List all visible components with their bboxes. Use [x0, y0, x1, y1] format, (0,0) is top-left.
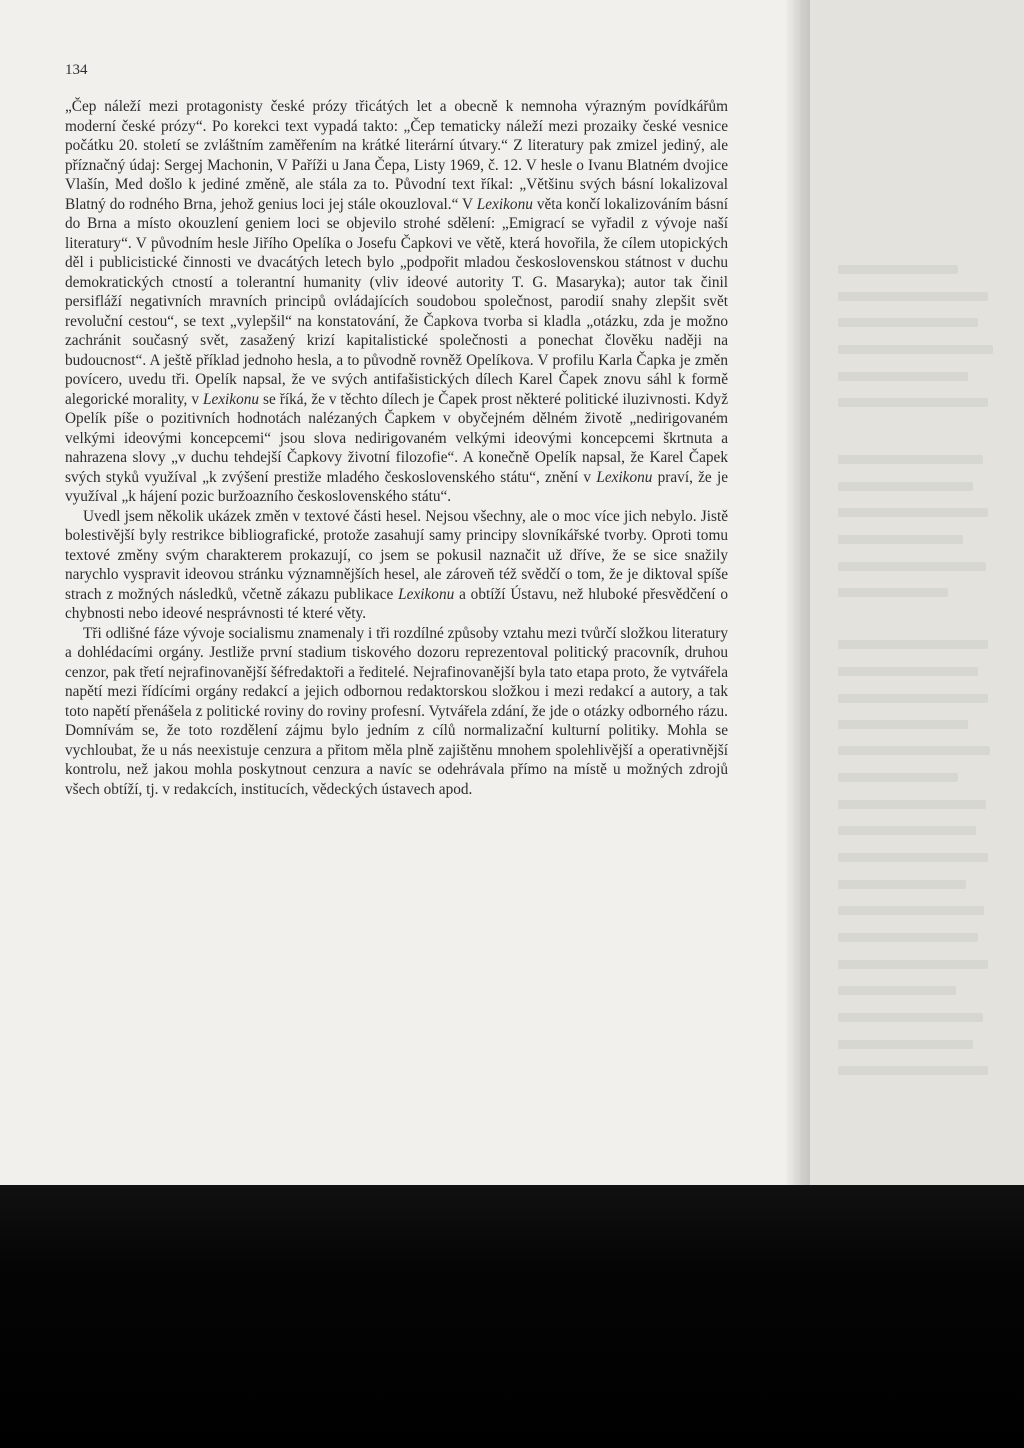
text-run: Tři odlišné fáze vývoje socialismu znamenaly i tři rozdílné způsoby vztahu mezi tvůrčí složkou literatury a dohlédacími orgány. Jestliže první stadium tiskového dozoru reprezentoval politický pracovník, druhou cenzor, pak třetí nejrafinovanější šéfredaktoři a ředitelé. Nejrafinovanější byla tato etapa proto, že vytvářela napětí mezi řídícími orgány redakcí a jejich odbornou redaktorskou složkou i mezi redakcí a autory, a tak toto napětí přenášela z politické roviny do roviny profesní. Vytvářela zdání, že jde o otázky odborného rázu. Domnívám se, že toto rozdělení zájmu bylo jedním z cílů normalizační kulturní politiky. Mohla se vychloubat, že u nás neexistuje cenzura a přitom měla plně zajištěnu mnohem spolehlivější a operativnější kontrolu, než jakou mohla poskytnout cenzura a navíc se odehrávala přímo na místě u možných zdrojů všech obtíží, tj. v redakcích, institucích, vědeckých ústavech apod. [65, 624, 728, 798]
show-through-line [838, 640, 988, 649]
show-through-line [838, 960, 988, 969]
show-through-line [838, 372, 968, 381]
show-through-line [838, 773, 958, 782]
show-through-line [838, 535, 963, 544]
show-through-line [838, 933, 978, 942]
italic-title: Lexikonu [596, 468, 653, 486]
text-run: a obtíží Ústavu, než hluboké přesvědčení o chybnosti nebo ideové nesprávnosti té které věty. [65, 585, 728, 622]
show-through-line [838, 800, 986, 809]
text-run: „Čep náleží mezi protagonisty české prózy třicátých let a obecně k nemnoha výrazným povídkářům moderní české prózy“. Po korekci text vypadá takto: „Čep tematicky náleží mezi prozaiky české vesnice počátku 20. století se zvláštním zaměřením na krátké literární útvary.“ Z literatury pak zmizel jediný, ale příznačný údaj: Sergej Machonin, V Paříži u Jana Čepa, Listy 1969, č. 12. V hesle o Ivanu Blatném dvojice Vlašín, Med došlo k jediné změně, ale stála za to. Původní text říkal: „Většinu svých básní lokalizoval Blatný do rodného Brna, jehož genius loci jej stále okouzloval.“ V [65, 98, 728, 213]
text-run: se říká, že v těchto dílech je Čapek prost některé politické iluzivnosti. Když Opelík píše o pozitivních hodnotách nalézaných Čapkem v obyčejném dělném životě „nedirigovaném velkými ideovými koncepcemi“ jsou slova nedirigovaném velkými ideovými koncepcemi škrtnuta a nahrazena slovy „v duchu tehdejší Čapkovy životní filozofie“. A konečně Opelík napsal, že Karel Čapek svých styků využíval „k zvýšení prestiže mladého československého státu“, znění v [65, 390, 728, 486]
show-through-line [838, 482, 973, 491]
italic-title: Lexikonu [398, 585, 455, 603]
italic-title: Lexikonu [202, 390, 260, 408]
text-run: praví, že je využíval „k hájení pozic buržoazního československého státu“. [65, 468, 728, 505]
paragraph [65, 97, 728, 507]
scanner-background [0, 1185, 1024, 1448]
show-through-line [838, 667, 978, 676]
show-through-line [838, 906, 984, 915]
show-through-line [838, 853, 988, 862]
show-through-line [838, 694, 988, 703]
show-through-line [838, 986, 956, 995]
body-text [65, 97, 728, 799]
show-through-line [838, 720, 968, 729]
show-through-line [838, 746, 990, 755]
show-through-line [838, 318, 978, 327]
italic-title: Lexikonu [476, 195, 533, 213]
facing-page-edge [810, 0, 1024, 1185]
show-through-line [838, 508, 988, 517]
paragraph [65, 507, 728, 624]
show-through-line [838, 562, 986, 571]
page-gutter-shadow [784, 0, 810, 1185]
paragraph [65, 624, 728, 800]
text-run: Uvedl jsem několik ukázek změn v textové části hesel. Nejsou všechny, ale o moc více jich nebylo. Jistě bolestivější byly restrikce bibliografické, protože zasahují samy principy slovníkářské tvorby. Oproti tomu textové změny svým charakterem prokazují, co jsem se pokusil naznačit už dříve, že se sice snažily narychlo vyspravit ideovou stránku významnějších hesel, ale zároveň též svědčí o tom, že je diktoval spíše strach z možných následků, včetně zákazu publikace [65, 507, 728, 603]
show-through-line [838, 588, 948, 597]
show-through-line [838, 1066, 988, 1075]
show-through-line [838, 345, 993, 354]
show-through-line [838, 265, 958, 274]
show-through-line [838, 398, 988, 407]
show-through-line [838, 1013, 983, 1022]
show-through-line [838, 292, 988, 301]
page-number: 134 [65, 62, 88, 78]
show-through-line [838, 826, 976, 835]
show-through-line [838, 880, 966, 889]
show-through-line [838, 1040, 973, 1049]
text-run: věta končí lokalizováním básní do Brna a místo okouzlení geniem loci se objevilo strohé sdělení: „Emigrací se vyřadil z vývoje naší literatury“. V původním hesle Jiřího Opelíka o Josefu Čapkovi ve větě, která hovořila, že cílem utopických děl i publicistické činnosti ve dvacátých letech bylo „podpořit mladou československou státnost v duchu demokratických ctností a tolerantní humanity (vliv ideové autority T. G. Masaryka); autor tak činil persifláží negativních mravních principů ovládajících soudobou společnost, parodií snahy zlepšit svět revoluční cestou“, se text „vylepšil“ na konstatování, že Čapkova tvorba si kladla „otázku, zda je možno zachránit současný svět, zasažený krizí kapitalistické společnosti a ponechat člověku naději na budoucnost“. A ještě příklad jednoho hesla, a to původně rovněž Opelíkova. V profilu Karla Čapka je změn povícero, uvedu tři. Opelík napsal, že ve svých antifašistických dílech Karel Čapek znovu sáhl k formě alegorické morality, v [65, 195, 728, 408]
show-through-line [838, 455, 983, 464]
